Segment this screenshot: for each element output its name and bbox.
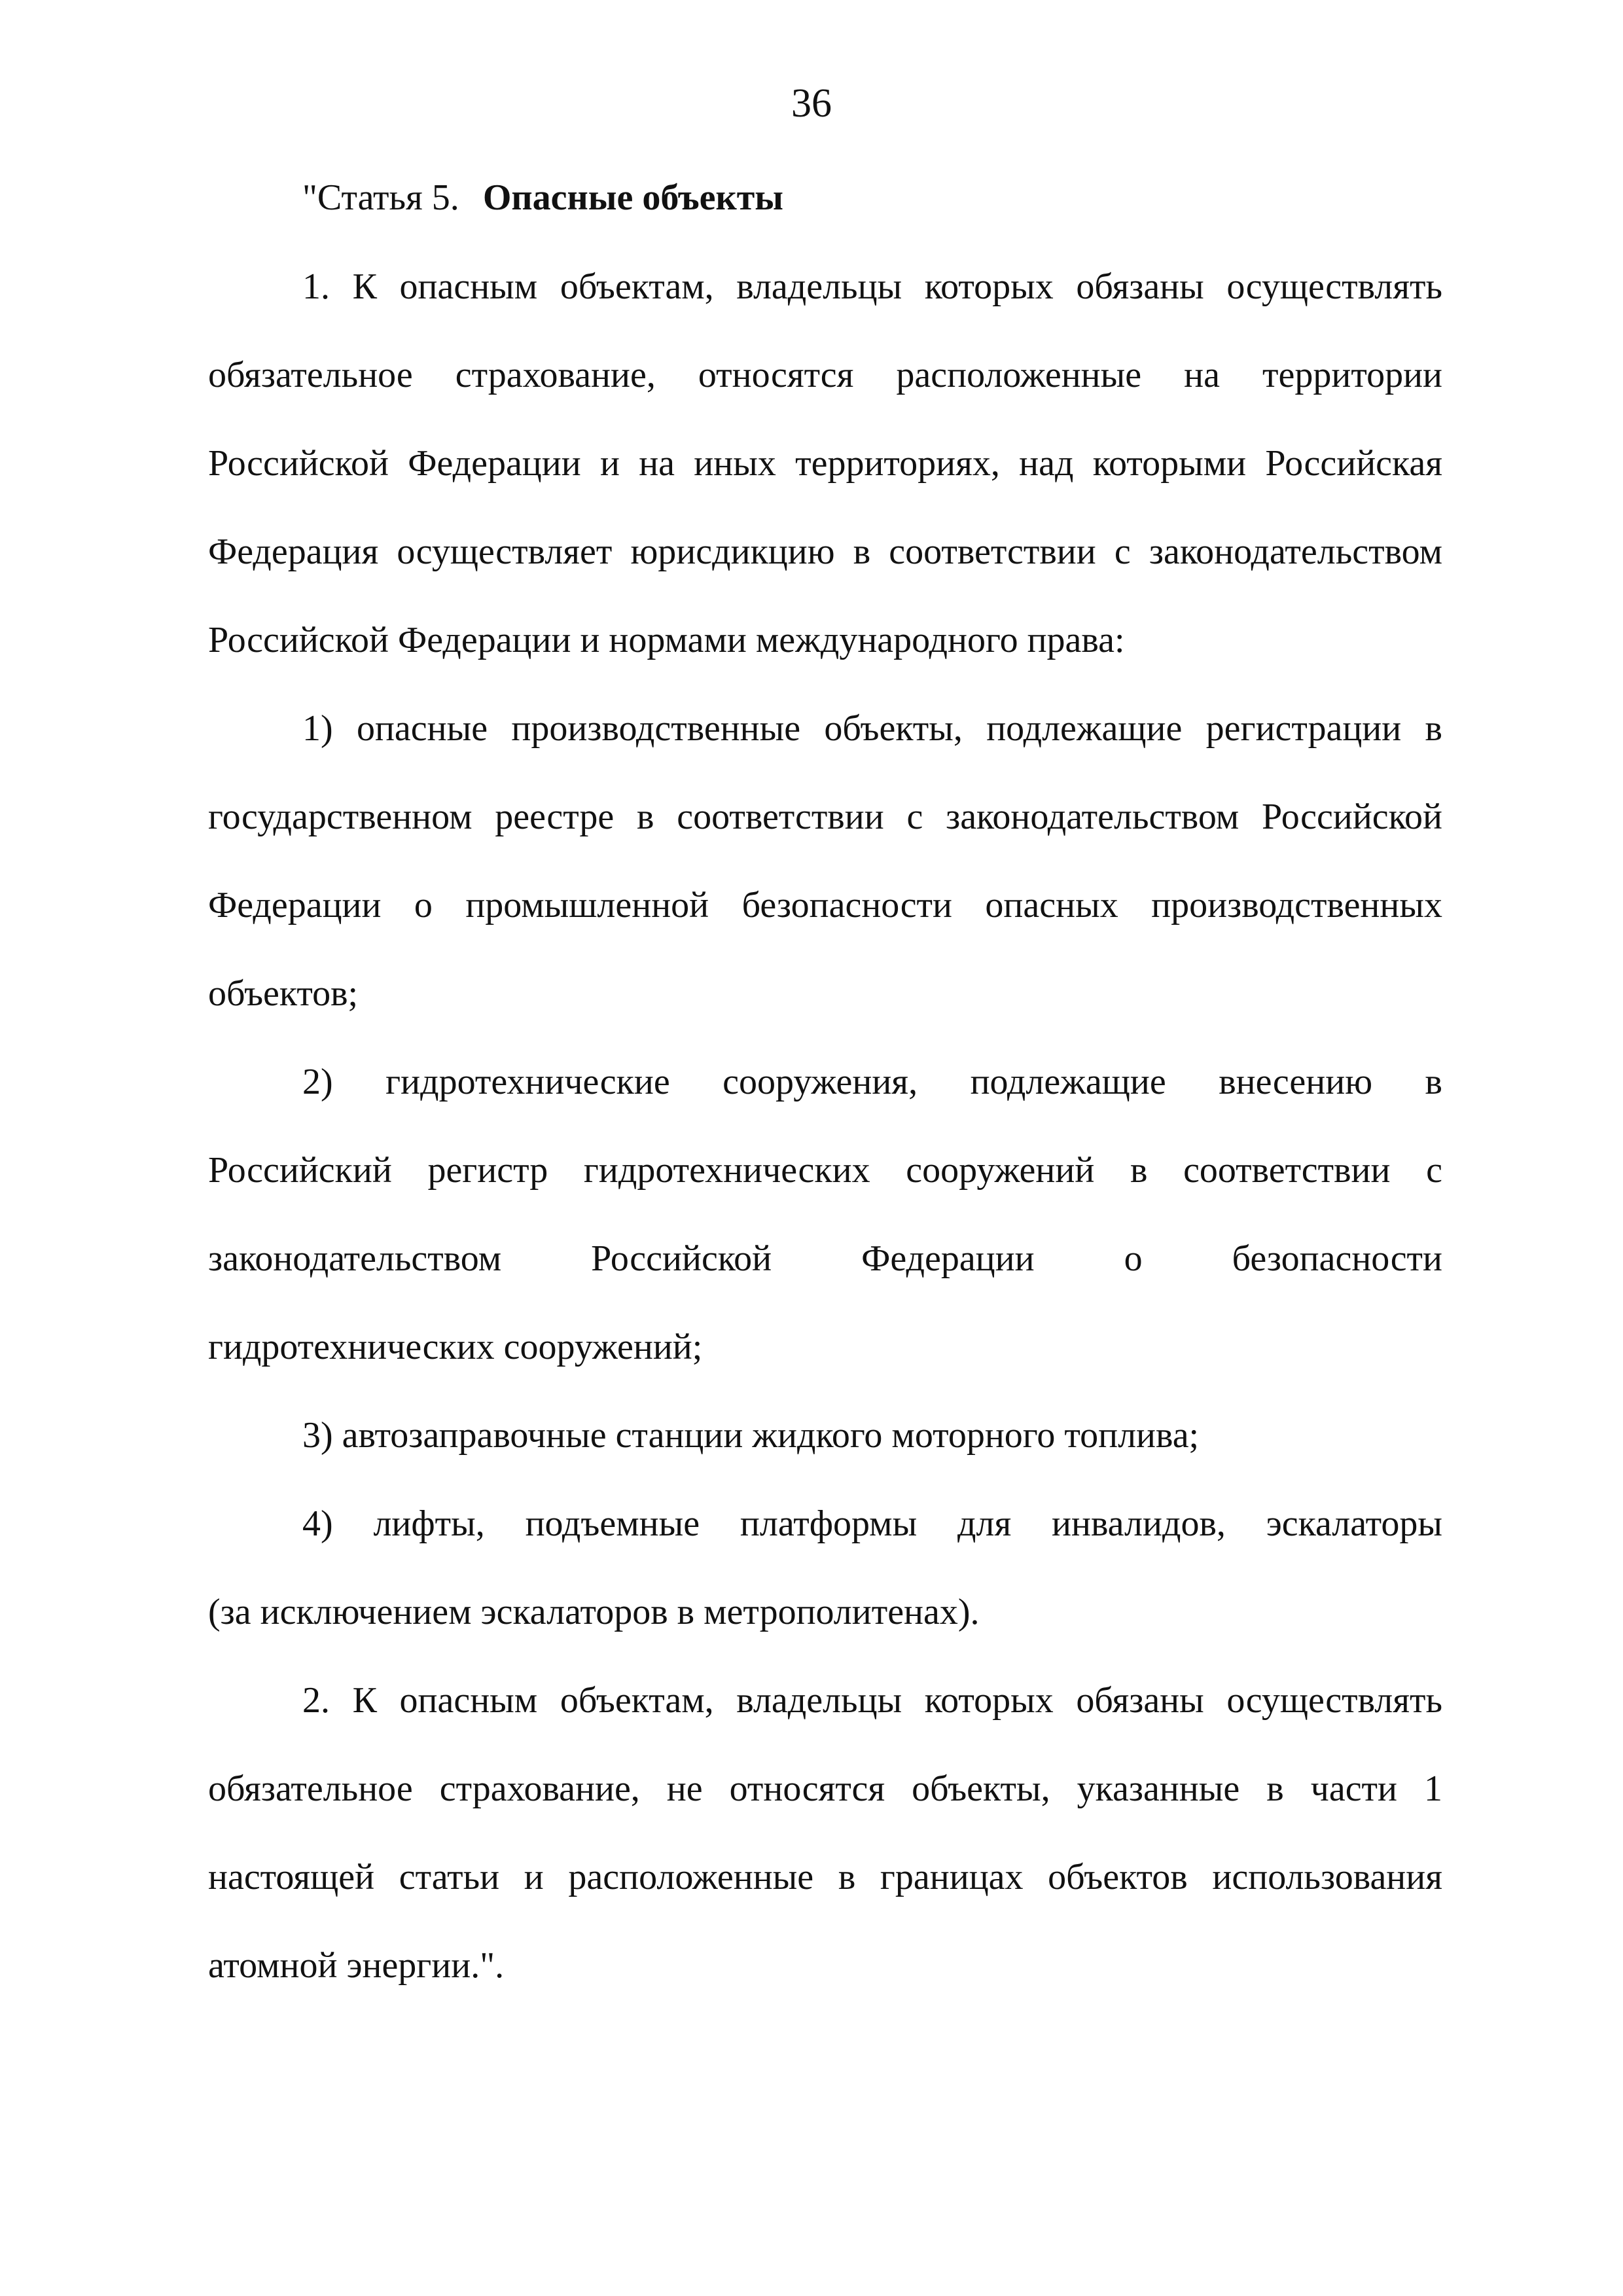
article-heading: [302, 171, 783, 224]
text-line: Федерация осуществляет юрисдикцию в соответствии с законодательством: [208, 531, 1442, 572]
text-line: 1. К опасным объектам, владельцы которых обязаны осуществлять: [302, 266, 1442, 307]
text-line: Российской Федерации и на иных территориях, над которыми Российская: [208, 443, 1442, 484]
text-line: 3) автозаправочные станции жидкого моторного топлива;: [302, 1415, 1200, 1456]
text-line: объектов;: [208, 973, 359, 1014]
text-line: Федерации о промышленной безопасности опасных производственных: [208, 885, 1442, 925]
article-title: Опасные объекты: [482, 177, 783, 218]
text-line: 2. К опасным объектам, владельцы которых обязаны осуществлять: [302, 1680, 1442, 1721]
text-line: государственном реестре в соответствии с законодательством Российской: [208, 797, 1442, 837]
text-line: 1) опасные производственные объекты, подлежащие регистрации в: [302, 708, 1442, 749]
text-line: обязательное страхование, относятся расположенные на территории: [208, 355, 1442, 395]
text-line: гидротехнических сооружений;: [208, 1327, 703, 1367]
page-number: 36: [791, 81, 832, 126]
text-line: 4) лифты, подъемные платформы для инвалидов, эскалаторы: [302, 1503, 1442, 1544]
text-line: 2) гидротехнические сооружения, подлежащие внесению в: [302, 1062, 1442, 1102]
text-line: настоящей статьи и расположенные в границах объектов использования: [208, 1857, 1442, 1897]
text-line: обязательное страхование, не относятся объекты, указанные в части 1: [208, 1768, 1442, 1809]
text-line: атомной энергии.".: [208, 1945, 505, 1986]
text-line: законодательством Российской Федерации о безопасности: [208, 1238, 1442, 1279]
text-line: (за исключением эскалаторов в метрополитенах).: [208, 1592, 980, 1632]
article-number: "Статья 5.: [302, 177, 459, 218]
text-line: Российский регистр гидротехнических сооружений в соответствии с: [208, 1150, 1442, 1191]
text-line: Российской Федерации и нормами международного права:: [208, 620, 1125, 660]
